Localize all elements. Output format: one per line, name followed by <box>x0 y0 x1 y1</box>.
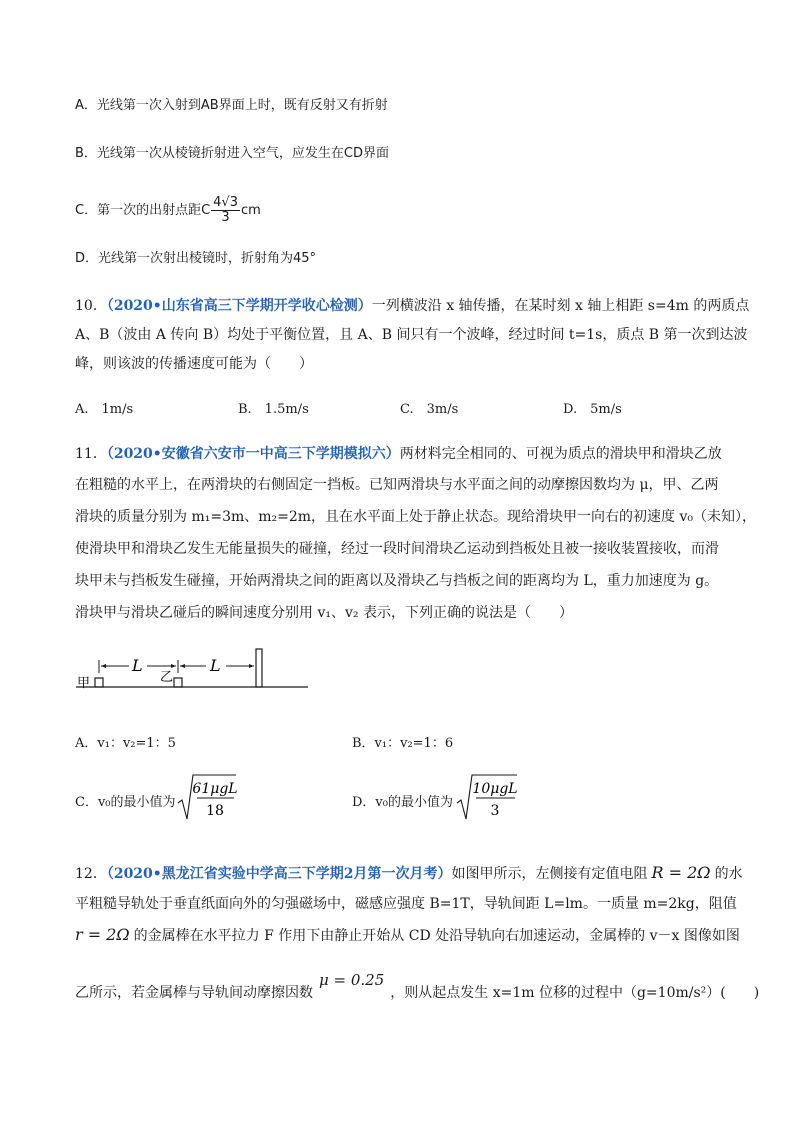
q11-figure <box>74 647 310 695</box>
q11-source: （2020•安徽省六安市一中高三下学期模拟六） <box>106 446 400 462</box>
q10-option-d: D. 5m/s <box>563 402 622 417</box>
q9-option-c-unit: cm <box>240 203 261 218</box>
arrowhead-right-1 <box>171 664 176 668</box>
block-yi <box>174 678 182 687</box>
q9-option-c-text: C．第一次的出射点距C <box>75 203 211 218</box>
q9-option-b: B．光线第一次从棱镜折射进入空气，应发生在CD界面 <box>75 146 390 161</box>
q10-number: 10． <box>75 298 107 314</box>
q9-option-a: A．光线第一次入射到AB界面上时，既有反射又有折射 <box>75 98 388 113</box>
q11-text-1: 两材料完全相同的、可视为质点的滑块甲和滑块乙放 <box>399 446 722 462</box>
q12-text-4-post: ，则从起点发生 x=1m 位移的过程中（g=10m/s²）( ) <box>390 985 760 1001</box>
q12-line-2: 平粗糙导轨处于垂直纸面向外的匀强磁场中，磁感应强度 B=1T，导轨间距 L=lm。一质量 m=2kg，阻值 <box>75 896 737 912</box>
q11-option-d-radical <box>455 773 519 823</box>
q11-line-3: 滑块的质量分别为 m₁=3m、m₂=2m，且在水平面上处于静止状态。现给滑块甲一向右的初速度 v₀（未知）， <box>75 509 757 525</box>
fraction-denominator: 18 <box>206 803 224 819</box>
q10-option-a: A. 1m/s <box>75 402 134 417</box>
block-jia <box>95 678 103 687</box>
q9-option-c-fraction <box>211 196 240 225</box>
q9-option-d: D．光线第一次射出棱镜时，折射角为45° <box>75 251 317 266</box>
label-l1: L <box>132 656 143 675</box>
q10-line-3: 峰，则该波的传播速度可能为（ ） <box>75 356 313 372</box>
q11-option-a: A．v₁：v₂=1：5 <box>75 736 176 751</box>
q11-option-c-radical <box>176 773 238 823</box>
q11-line-2: 在粗糙的水平上，在两滑块的右侧固定一挡板。已知两滑块与水平面之间的动摩擦因数均为 μ，甲、乙两 <box>75 477 719 493</box>
arrowhead-left-1 <box>101 664 106 668</box>
q12-source: （2020•黑龙江省实验中学高三下学期2月第一次月考） <box>106 866 452 882</box>
q10-option-c: C. 3m/s <box>400 402 459 417</box>
q11-line-4: 使滑块甲和滑块乙发生无能量损失的碰撞，经过一段时间滑块乙运动到挡板处且被一接收装置接收，而滑 <box>75 541 719 557</box>
q10-text-1: 一列横波沿 x 轴传播，在某时刻 x 轴上相距 s=4m 的两质点 <box>371 298 750 314</box>
q11-option-d <box>352 793 453 813</box>
q12-small-r-equation: r = 2Ω <box>75 925 130 944</box>
q12-line-1 <box>75 863 743 884</box>
wall-barrier <box>256 649 262 687</box>
q11-line-1 <box>75 444 722 464</box>
fraction-numerator: 4√3 <box>213 195 238 210</box>
label-yi: 乙 <box>160 670 174 685</box>
q12-mu-equation: μ = 0.25 <box>319 971 385 989</box>
arrowhead-left-2 <box>180 664 185 668</box>
q12-line-4 <box>75 971 760 1003</box>
q10-line-1 <box>75 296 749 316</box>
q11-option-c <box>75 793 176 813</box>
fraction-denominator: 3 <box>221 210 230 225</box>
q12-text-1-tail: 的水 <box>714 866 743 882</box>
q9-option-c <box>75 196 261 225</box>
q11-line-5: 块甲未与挡板发生碰撞，开始两滑块之间的距离以及滑块乙与挡板之间的距离均为 L，重力加速度为 g。 <box>75 573 719 589</box>
q11-option-b: B．v₁：v₂=1：6 <box>352 736 454 751</box>
fraction-denominator: 3 <box>490 803 500 819</box>
label-jia: 甲 <box>77 676 91 691</box>
q12-r-equation: R = 2Ω <box>651 863 711 882</box>
fraction-numerator: 61μgL <box>192 781 238 797</box>
q11-option-c-text: C．v₀的最小值为 <box>75 795 176 810</box>
q12-text-4-pre: 乙所示，若金属棒与导轨间动摩擦因数 <box>75 985 313 1001</box>
q11-number: 11． <box>75 446 107 462</box>
q11-option-d-text: D．v₀的最小值为 <box>352 795 453 810</box>
arrowhead-right-2 <box>249 664 254 668</box>
q11-line-6: 滑块甲与滑块乙碰后的瞬间速度分别用 v₁、v₂ 表示，下列正确的说法是（ ） <box>75 605 573 621</box>
q10-source: （2020•山东省高三下学期开学收心检测） <box>106 298 372 314</box>
q10-option-b: B. 1.5m/s <box>238 402 309 417</box>
q12-text-3: 的金属棒在水平拉力 F 作用下由静止开始从 CD 处沿导轨向右加速运动，金属棒的 v－x 图像如图 <box>133 928 740 944</box>
q12-text-1: 如图甲所示，左侧接有定值电阻 <box>451 866 648 882</box>
label-l2: L <box>210 656 221 675</box>
q12-line-3 <box>75 925 740 946</box>
fraction-numerator: 10μgL <box>472 781 518 797</box>
q12-number: 12． <box>75 866 107 882</box>
q10-line-2: A、B（波由 A 传向 B）均处于平衡位置，且 A、B 间只有一个波峰，经过时间 t=1s，质点 B 第一次到达波 <box>75 327 748 343</box>
